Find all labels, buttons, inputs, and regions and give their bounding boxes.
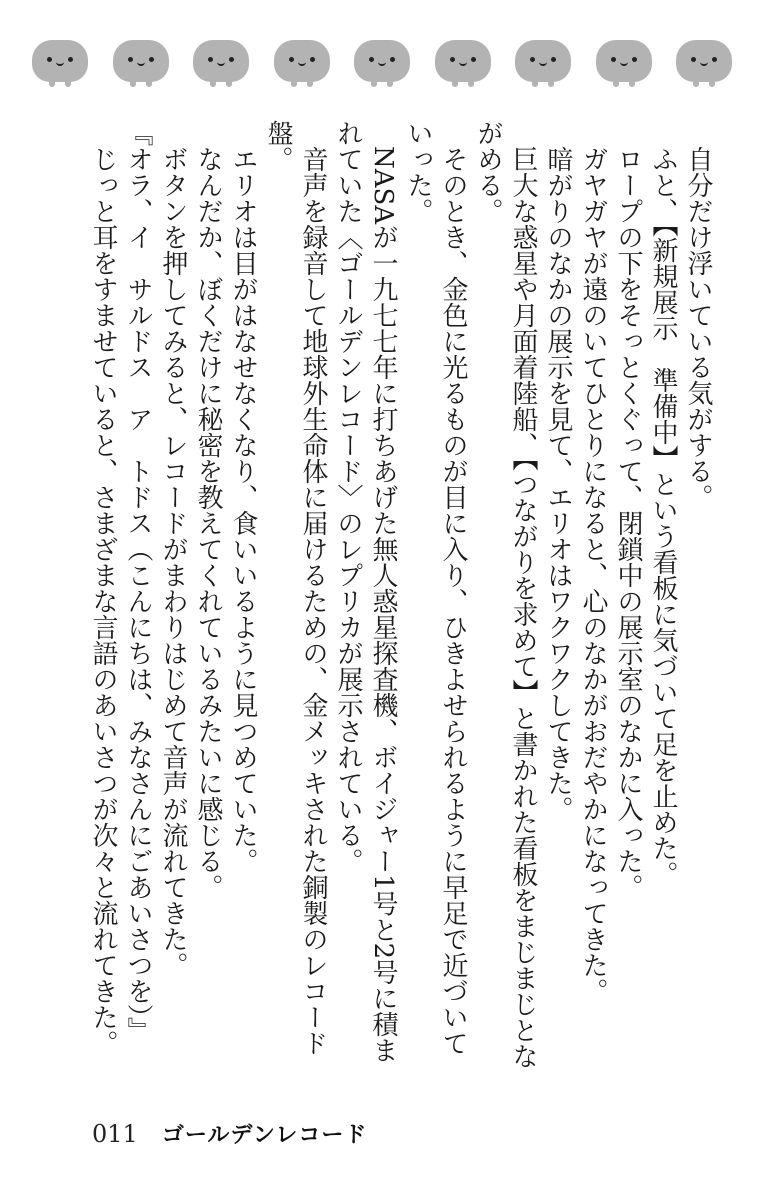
page-footer	[92, 1118, 367, 1148]
blob-face-icon	[676, 36, 732, 92]
paragraph: なんだか、ぼくだけに秘密を教えてくれているみたいに感じる。	[193, 146, 223, 900]
blob-face-icon	[515, 36, 571, 92]
paragraph: じっと耳をすませていると、さまざまな言語のあいさつが次々と流れてきた。	[88, 146, 118, 1056]
paragraph: エリオは目がはなせなくなり、食いいるように見つめていた。	[228, 146, 258, 874]
paragraph: ふと、【新規展示 準備中】という看板に気づいて足を止めた。	[648, 146, 678, 887]
paragraph: NASAが一九七七年に打ちあげた無人惑星探査機、ボイジャー1号と2号に積まれていた〈ゴールデンレコード〉のレプリカが展示されている。	[333, 120, 398, 1064]
body-text	[55, 120, 715, 1080]
blob-face-icon	[596, 36, 652, 92]
paragraph: ガヤガヤが遠のいてひとりになると、心のなかがおだやかになってきた。	[578, 146, 608, 1004]
paragraph: 巨大な惑星や月面着陸船、【つながりを求めて】と書かれた看板をまじまじとながめる。	[473, 120, 538, 1069]
paragraph: そのとき、金色に光るものが目に入り、ひきよせられるように早足で近づいていった。	[403, 120, 468, 1056]
paragraph: ロープの下をそっとくぐって、閉鎖中の展示室のなかに入った。	[613, 146, 643, 900]
page-number: 011	[92, 1120, 138, 1148]
blob-face-icon	[32, 36, 88, 92]
blob-face-icon	[354, 36, 410, 92]
paragraph: ボタンを押してみると、レコードがまわりはじめて音声が流れてきた。	[158, 146, 188, 978]
blob-face-icon	[274, 36, 330, 92]
paragraph: 音声を録音して地球外生命体に届けるための、金メッキされた銅製のレコード盤。	[263, 120, 328, 1056]
running-title: ゴールデンレコード	[161, 1123, 368, 1148]
paragraph: 自分だけ浮いている気がする。	[683, 146, 713, 510]
blob-face-icon	[113, 36, 169, 92]
paragraph: 『オラ、イ サルドス ア トドス（こんにちは、みなさんにごあいさつを）』	[123, 120, 153, 1043]
blob-face-icon	[193, 36, 249, 92]
blob-face-icon	[435, 36, 491, 92]
paragraph: 暗がりのなかの展示を見て、エリオはワクワクしてきた。	[543, 146, 573, 822]
header-decoration	[32, 36, 732, 92]
